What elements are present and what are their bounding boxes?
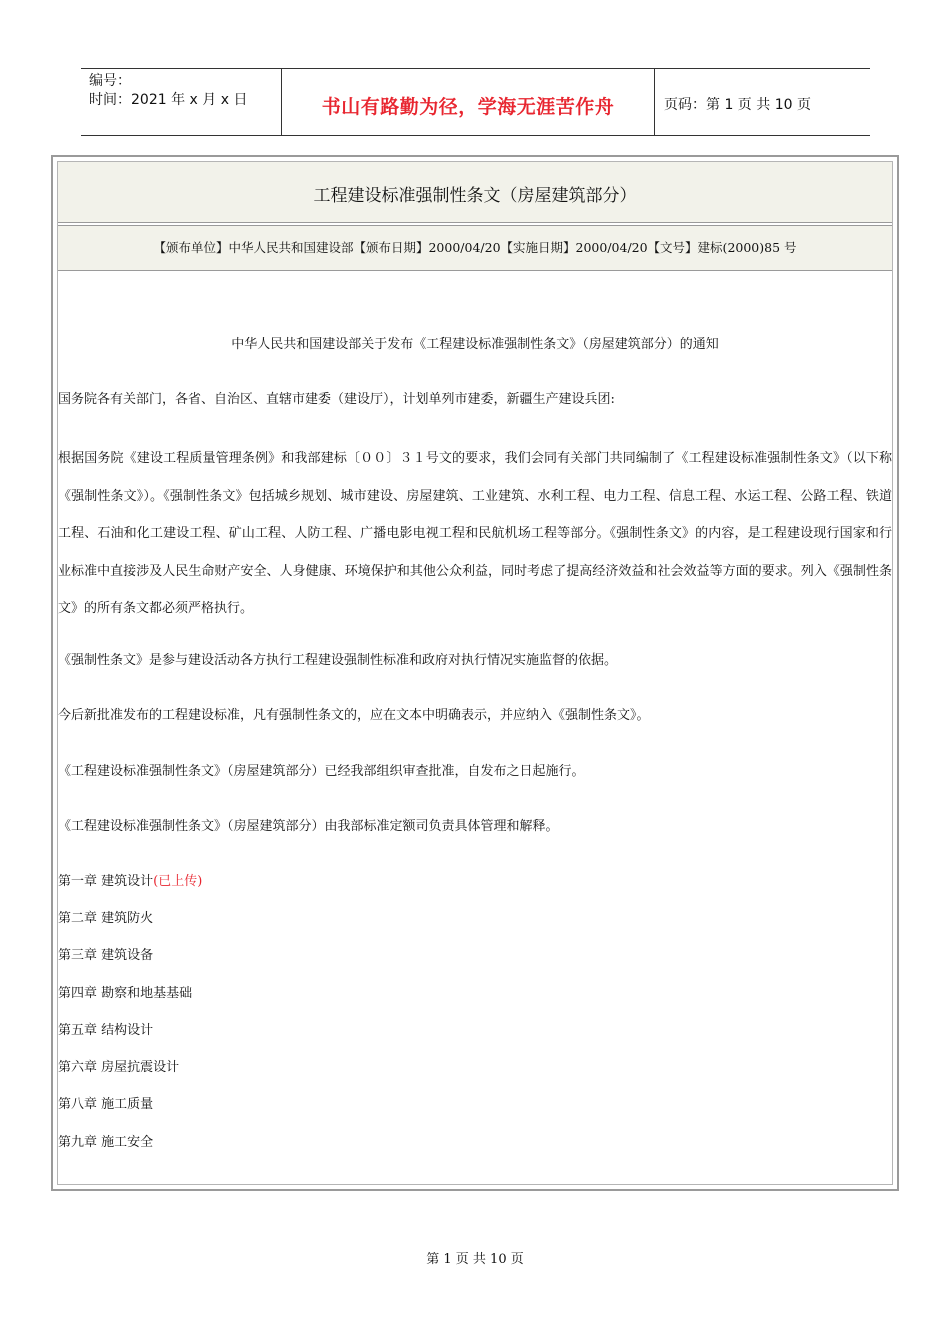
chapter-item[interactable]: [58, 870, 202, 889]
paragraph-5: 《工程建设标准强制性条文》（房屋建筑部分）由我部标准定额司负责具体管理和解释。: [58, 819, 559, 834]
document-inner-frame: [57, 161, 893, 1185]
page-footer: 第 1 页 共 10 页: [426, 1252, 524, 1267]
chapter-item[interactable]: 第四章 勘察和地基基础: [58, 986, 193, 1001]
header-top-rule: [81, 68, 870, 69]
number-label: 编号：: [89, 73, 131, 89]
paragraph-3: 今后新批准发布的工程建设标准，凡有强制性条文的，应在文本中明确表示，并应纳入《强制性条文》。: [58, 708, 650, 723]
notice-title: 中华人民共和国建设部关于发布《工程建设标准强制性条文》（房屋建筑部分）的通知: [231, 337, 719, 352]
chapter-label: 第一章 建筑设计: [58, 874, 154, 889]
paragraph-main: 根据国务院《建设工程质量管理条例》和我部建标〔００〕３１号文的要求，我们会同有关部门共同编制了《工程建设标准强制性条文》（以下称《强制性条文》）。《强制性条文》包括城乡规划、城市建设、房屋建筑、工业建筑、水利工程、电力工程、信息工程、水运工程、公路工程、铁道工程、石油和化工建设工程、矿山工程、人防工程、广播电影电视工程和民航机场工程等部分。《强制性条文》的内容，是工程建设现行国家和行业标准中直接涉及人民生命财产安全、人身健康、环境保护和其他公众利益，同时考虑了提高经济效益和社会效益等方面的要求。列入《强制性条文》的所有条文都必须严格执行。: [58, 451, 892, 616]
header-left-info: [89, 72, 247, 110]
chapter-item[interactable]: 第五章 结构设计: [58, 1023, 154, 1038]
header-bottom-rule: [81, 135, 870, 136]
header-divider-right: [654, 68, 655, 136]
document-frame: [51, 155, 899, 1191]
meta-box: [58, 225, 892, 271]
chapter-item[interactable]: 第六章 房屋抗震设计: [58, 1060, 180, 1075]
chapter-item[interactable]: 第九章 施工安全: [58, 1135, 154, 1150]
header-motto: 书山有路勤为径，学海无涯苦作舟: [321, 96, 615, 118]
chapter-item[interactable]: 第三章 建筑设备: [58, 948, 154, 963]
header-page-info: 页码：第 1 页 共 10 页: [664, 97, 811, 113]
addressee: 国务院各有关部门，各省、自治区、直辖市建委（建设厅），计划单列市建委，新疆生产建设兵团:: [58, 392, 615, 407]
date-label: 时间：2021 年 x 月 x 日: [89, 92, 248, 108]
upload-status: (已上传): [153, 874, 203, 889]
paragraph-4: 《工程建设标准强制性条文》（房屋建筑部分）已经我部组织审查批准，自发布之日起施行。: [58, 764, 585, 779]
paragraph-2: 《强制性条文》是参与建设活动各方执行工程建设强制性标准和政府对执行情况实施监督的依据。: [58, 653, 618, 668]
chapter-item[interactable]: 第二章 建筑防火: [58, 911, 154, 926]
document-title: 工程建设标准强制性条文（房屋建筑部分）: [313, 186, 637, 206]
document-meta: 【颁布单位】中华人民共和国建设部【颁布日期】2000/04/20【实施日期】2000/04/20【文号】建标(2000)85 号: [153, 240, 797, 255]
title-box: [58, 162, 892, 223]
chapter-item[interactable]: 第八章 施工质量: [58, 1097, 154, 1112]
